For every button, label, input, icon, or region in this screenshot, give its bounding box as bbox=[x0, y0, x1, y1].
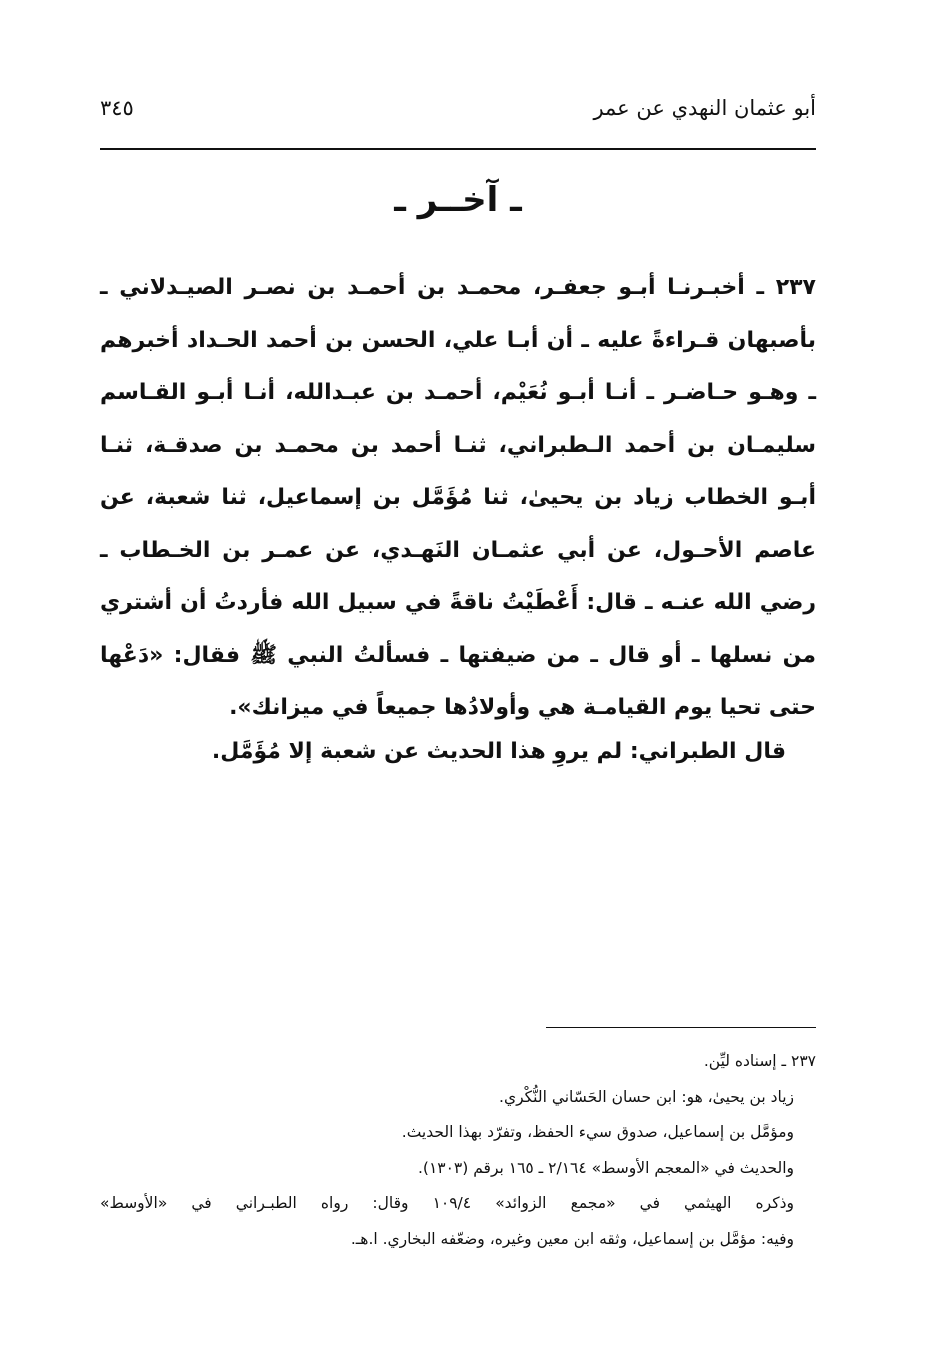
footnote-line: ٢٣٧ ـ إسناده ليِّن. bbox=[703, 1052, 816, 1070]
footnote-divider bbox=[546, 1027, 816, 1028]
hadith-paragraph: ٢٣٧ ـ أخبـرنـا أبـو جعفـر، محمـد بن أحمـد بن نصـر الصيـدلاني ـ بأصبهان قـراءةً عليه ـ أن أبـا علي، الحسن بن أحمد الحـداد أخبرهم ـ وهـو حـاضـر ـ أنـا أبـو نُعَيْم، أحمـد بن عبـدالله، أنـا أبـو القـاسم سليمـان بن أحمد الـطبراني، ثنـا أحمد بن محمـد بن صدقـة، ثنـا أبـو الخطاب زياد بن يحيىٰ، ثنا مُؤَمَّل بن إسماعيل، ثنا شعبة، عن عاصم الأحـول، عن أبي عثمـان النَهـدي، عن عمـر بن الخـطاب ـ رضي الله عنـه ـ قال: أَعْطَيْتُ ناقةً في سبيل الله فأردتُ أن أشتري من نسلها ـ أو قال ـ من ضيفتها ـ فسألتُ النبي ﷺ فقال: «دَعْها حتى تحيا يوم القيامـة هي وأولادُها جميعاً في ميزانك». bbox=[100, 275, 816, 720]
footnote-line: وفيه: مؤمَّل بن إسماعيل، وثقه ابن معين وغيره، وضعّفه البخاري. ا.هـ. bbox=[350, 1229, 794, 1248]
footnote-line: والحديث في «المعجم الأوسط» ٢/١٦٤ ـ ١٦٥ برقم (١٣٠٣). bbox=[417, 1158, 794, 1177]
footnotes bbox=[100, 1044, 816, 1257]
tabarani-comment: قال الطبراني: لم يروِ هذا الحديث عن شعبة إلا مُؤَمَّل. bbox=[211, 739, 786, 764]
header-divider bbox=[100, 148, 816, 150]
page-number: ٣٤٥ bbox=[100, 96, 134, 120]
section-title: ـ آخــر ـ bbox=[394, 180, 522, 220]
running-header-title: أبو عثمان النهدي عن عمر bbox=[593, 96, 816, 120]
footnote-line: ومؤمَّل بن إسماعيل، صدوق سيء الحفظ، وتفرّد بهذا الحديث. bbox=[401, 1123, 794, 1141]
footnote-line: وذكره الهيثمي في «مجمع الزوائد» ١٠٩/٤ وقال: رواه الطبـراني في «الأوسط» bbox=[100, 1194, 794, 1212]
footnote-line: زياد بن يحيىٰ، هو: ابن حسان الحَسّاني النُّكْري. bbox=[499, 1087, 794, 1106]
running-header bbox=[100, 96, 816, 130]
